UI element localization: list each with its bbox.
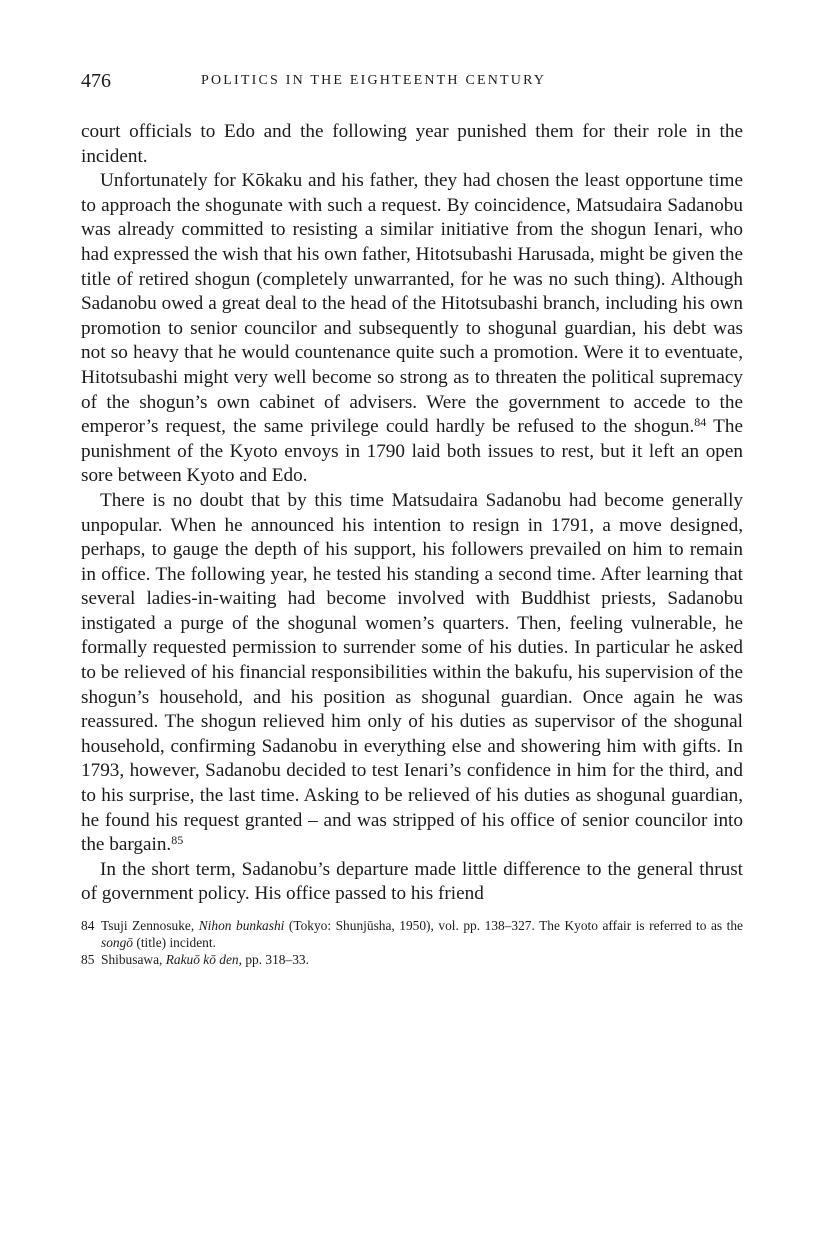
- footnote-title: Nihon bunkashi: [198, 918, 285, 933]
- paragraph-text: There is no doubt that by this time Matsudaira Sadanobu had become generally unpopular. When he announced his intention to resign in 1791, a move designed, perhaps, to gauge the depth of his support, his followers prevailed on him to remain in office. The following year, he tested his standing a second time. After learning that several ladies-in-waiting had become involved with Buddhist priests, Sadanobu instigated a purge of the shogunal women’s quarters. Then, feeling vulnerable, he formally requested permission to surrender some of his duties. In particular he asked to be relieved of his financial responsibilities within the bakufu, his supervision of the shogun’s household, and his position as shogunal guardian. Once again he was reassured. The shogun relieved him only of his duties as supervisor of the shogunal household, confirming Sadanobu in everything else and showering him with gifts. In 1793, however, Sadanobu decided to test Ienari’s confidence in him for the third, and to his surprise, the last time. Asking to be relieved of his duties as shogunal guardian, he found his request granted – and was stripped of his office of senior councilor into the bargain.: [81, 489, 743, 856]
- body-text: [81, 120, 743, 907]
- footnote-citation-end: (title) incident.: [136, 935, 216, 950]
- paragraph-continued: court officials to Edo and the following year punished them for their role in the incident.: [81, 121, 743, 167]
- running-head: [81, 70, 743, 96]
- paragraph-sadanobu-unpopular: [81, 489, 743, 858]
- footnote-ref-84[interactable]: 84: [694, 415, 707, 430]
- footnote-number: 85: [81, 952, 95, 967]
- footnote-ref-85[interactable]: 85: [171, 833, 184, 848]
- footnote-84: [81, 917, 743, 951]
- book-page: [81, 70, 743, 968]
- footnote-citation: (Tokyo: Shunjūsha, 1950), vol. pp. 138–327. The Kyoto affair is referred to as the: [288, 918, 744, 933]
- footnote-author: Shibusawa,: [101, 952, 163, 967]
- paragraph-short-term: In the short term, Sadanobu’s departure made little difference to the general thrust of government policy. His office passed to his friend: [81, 858, 743, 905]
- footnote-author: Tsuji Zennosuke,: [101, 918, 195, 933]
- footnote-term: songō: [101, 935, 133, 950]
- running-title: POLITICS IN THE EIGHTEENTH CENTURY: [201, 73, 547, 88]
- page-number: 476: [81, 70, 111, 92]
- footnote-title: Rakuō kō den,: [165, 952, 242, 967]
- footnotes: [81, 917, 743, 968]
- footnote-number: 84: [81, 918, 95, 933]
- paragraph-text: Unfortunately for Kōkaku and his father, they had chosen the least opportune time to approach the shogunate with such a request. By coincidence, Matsudaira Sadanobu was already committed to resisting a similar initiative from the shogun Ienari, who had expressed the wish that his own father, Hitotsubashi Harusada, might be given the title of retired shogun (completely unwarranted, for he was no such thing). Although Sadanobu owed a great deal to the head of the Hitotsubashi branch, including his own promotion to senior councilor and subsequently to shogunal guardian, his debt was not so heavy that he would countenance quite such a promotion. Were it to eventuate, Hitotsubashi might very well become so strong as to threaten the political supremacy of the shogun’s own cabinet of advisers. Were the government to accede to the emperor’s request, the same privilege could hardly be refused to the shogun.: [81, 170, 743, 438]
- paragraph-text: The punishment of the Kyoto envoys in 1790 laid both issues to rest, but it left an open sore between Kyoto and Edo.: [81, 416, 743, 487]
- footnote-citation-end: pp. 318–33.: [245, 952, 309, 967]
- footnote-85: [81, 951, 743, 968]
- paragraph-kokaku: [81, 169, 743, 489]
